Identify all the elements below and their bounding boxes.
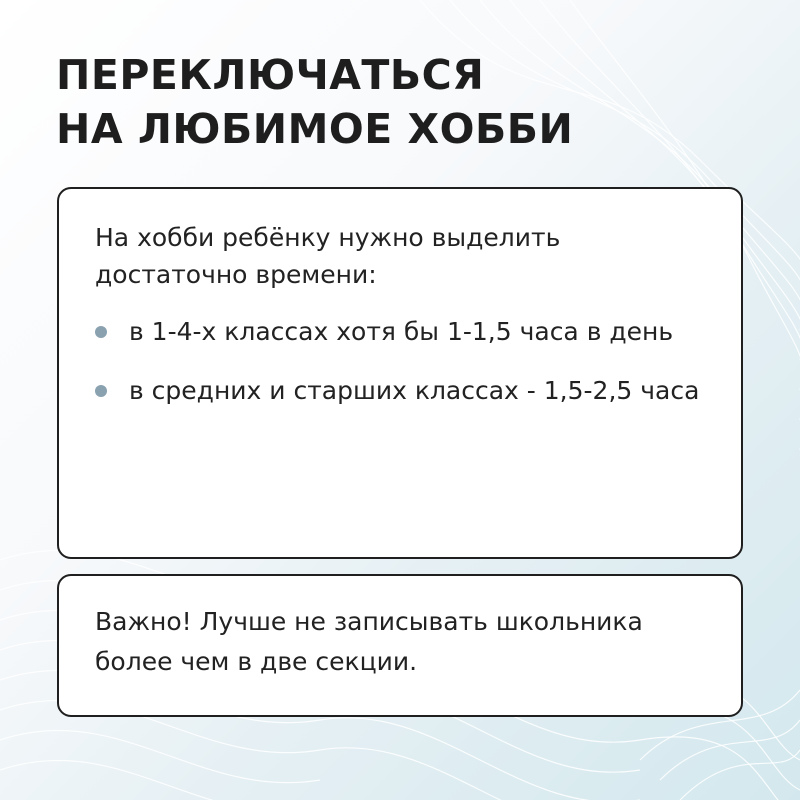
card-intro-text: На хобби ребёнку нужно выделить достаточно времени: — [95, 223, 561, 289]
recommendation-list — [95, 313, 705, 409]
list-item-text: в средних и старших классах - 1,5-2,5 часа — [129, 376, 700, 405]
time-recommendation-card — [57, 187, 743, 559]
list-item-text: в 1-4-х классах хотя бы 1-1,5 часа в день — [129, 317, 674, 346]
page-title-line2: НА ЛЮБИМОЕ ХОББИ — [56, 105, 574, 153]
bullet-dot-icon — [95, 326, 107, 338]
page-title — [56, 48, 573, 156]
list-item — [95, 372, 705, 409]
important-note-card — [57, 574, 743, 717]
important-note-text: Важно! Лучше не записывать школьника более чем в две секции. — [95, 607, 643, 676]
bullet-dot-icon — [95, 385, 107, 397]
page-title-line1: ПЕРЕКЛЮЧАТЬСЯ — [56, 51, 485, 99]
list-item — [95, 313, 705, 350]
